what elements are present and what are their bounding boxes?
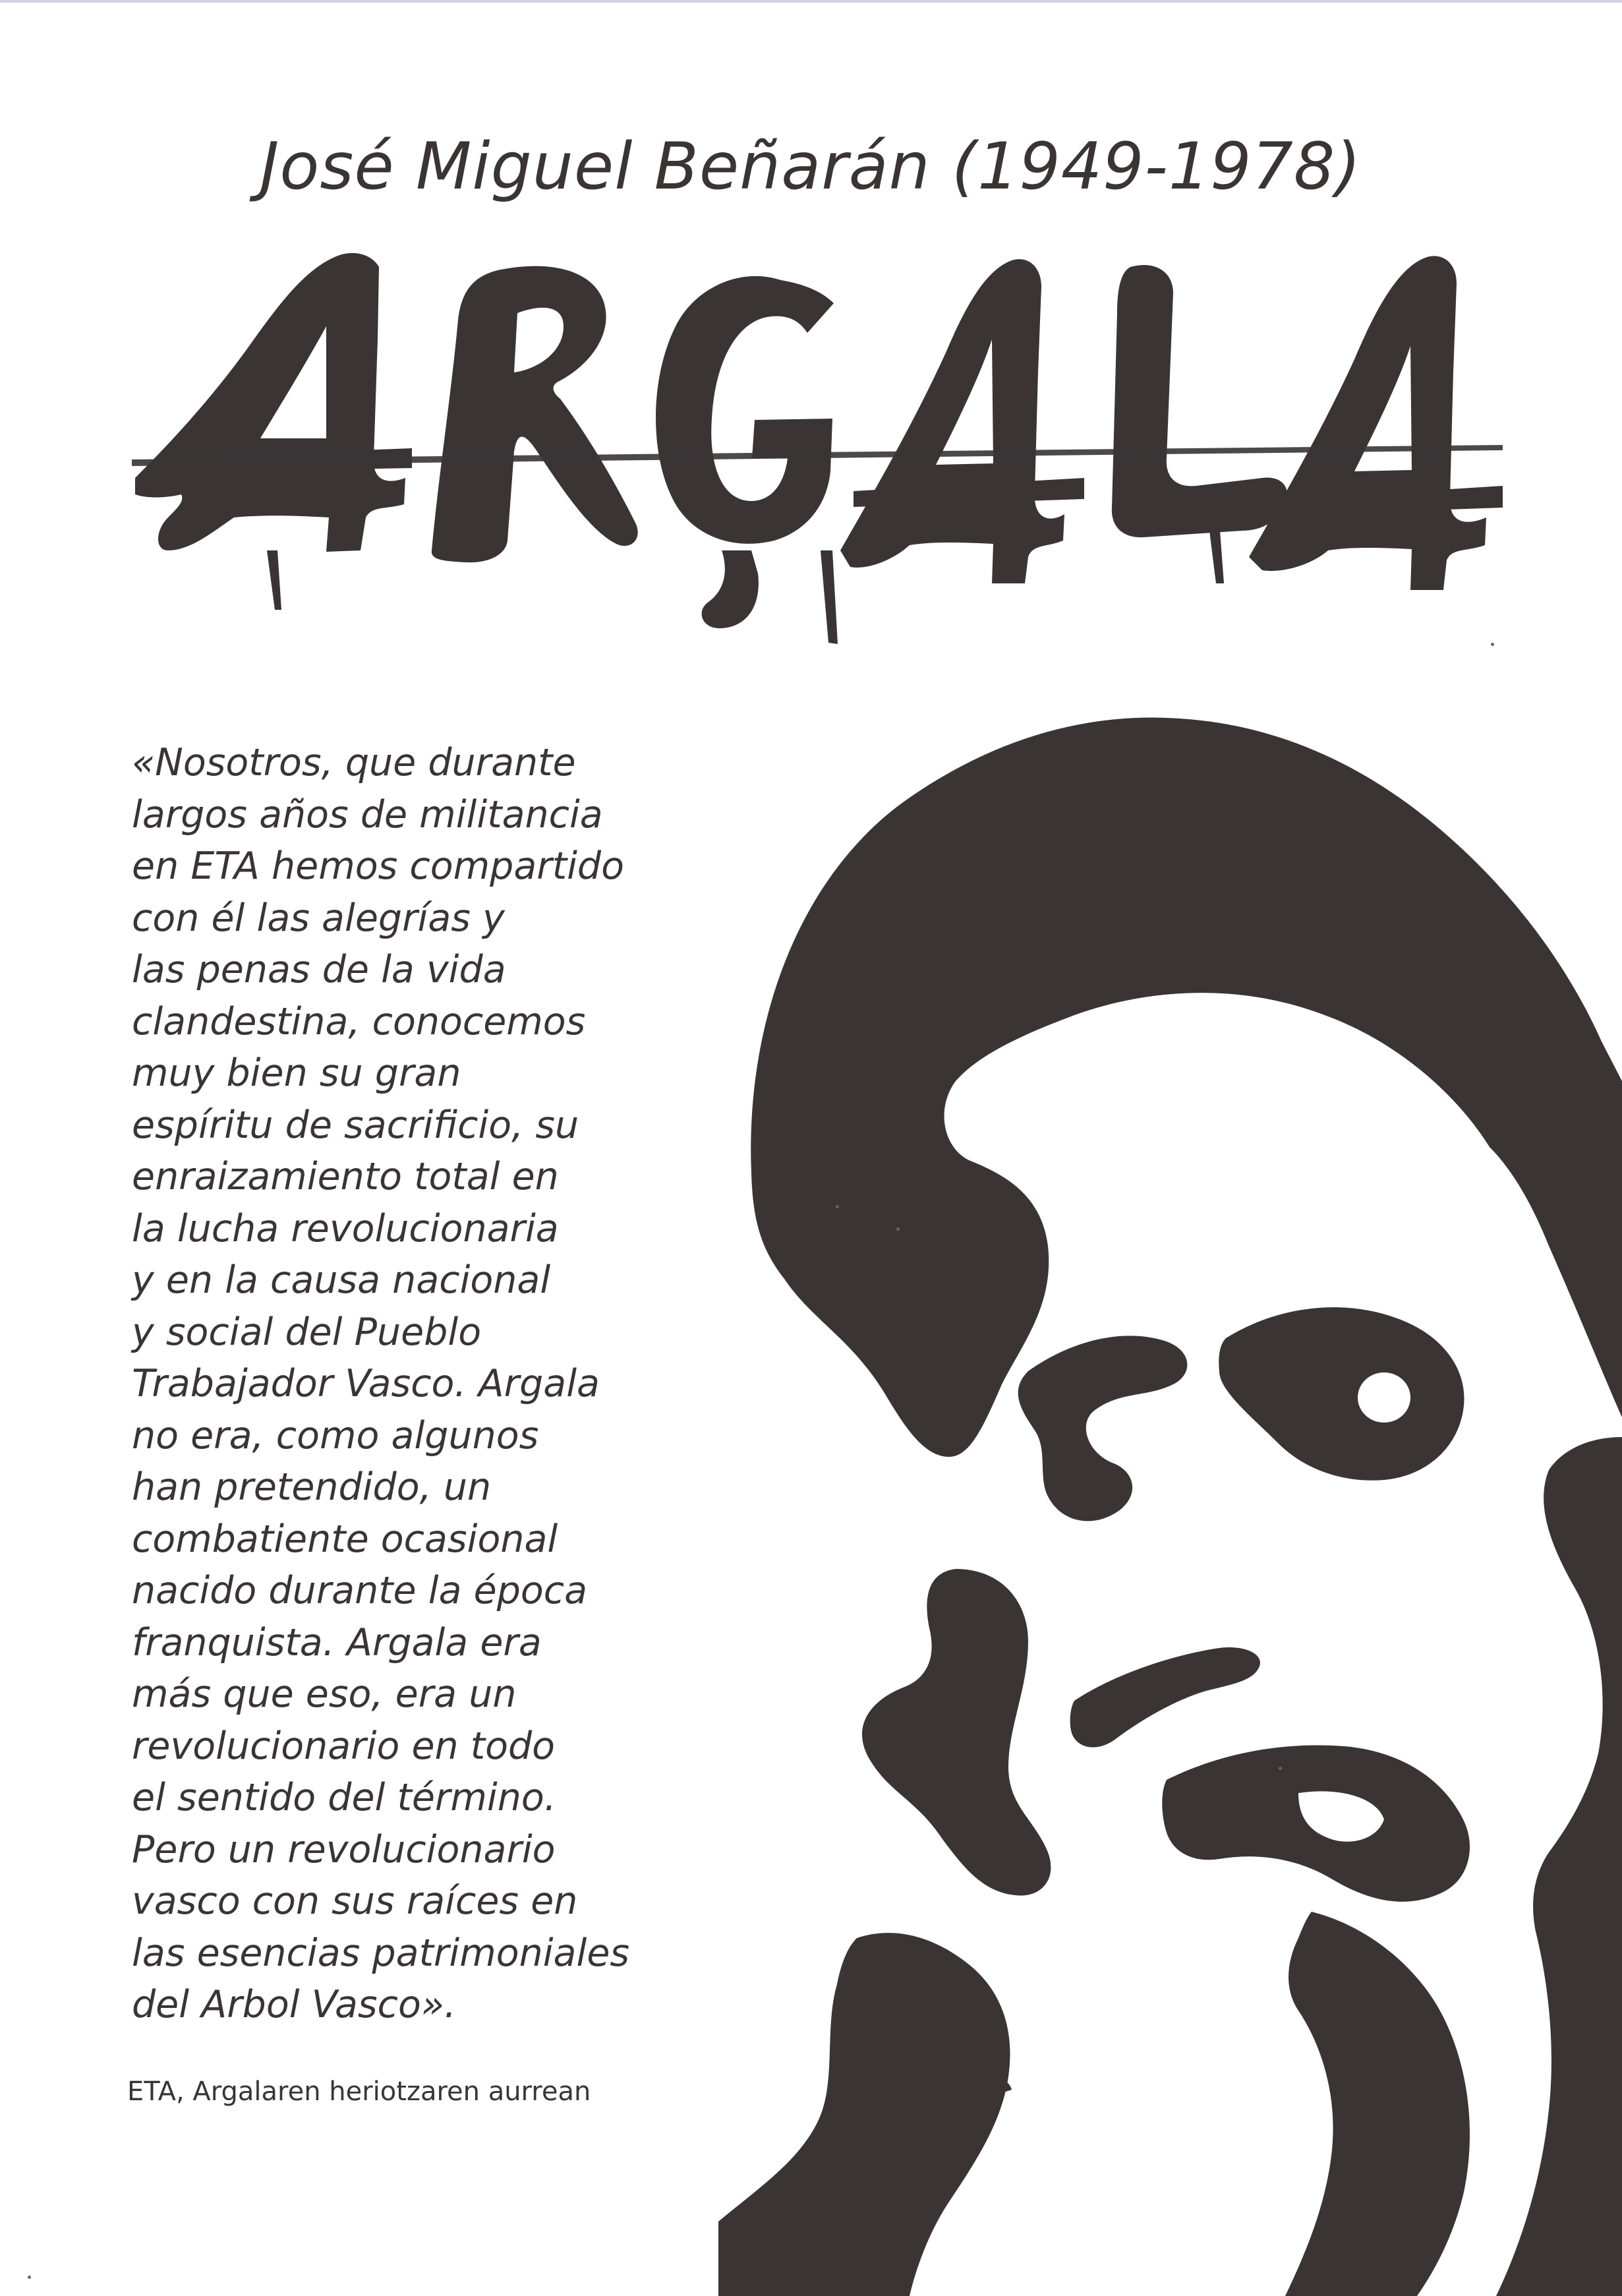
- argala-title-logo: [129, 241, 1506, 662]
- top-edge-line: [0, 0, 1622, 3]
- quote-text: «Nosotros, que durante largos años de militancia en ETA hemos compartido con él las alegrías y las penas de la vida clandestina, conocemos muy bien su gran espíritu de sacrificio, su enraizamiento total en la lucha revolucionaria y en la causa nacional y social del Pueblo Trabajador Vasco. Argala no era, como algunos han pretendido, un combatiente ocasional nacido durante la época franquista. Argala era más que eso, era un revolucionario en todo el sentido del término. Pero un revolucionario vasco con sus raíces en las esencias patrimoniales del Arbol Vasco».: [132, 741, 630, 2026]
- scan-speck: [1279, 1767, 1282, 1770]
- scan-speck: [896, 1227, 900, 1231]
- scan-speck: [1491, 643, 1494, 646]
- scan-speck: [28, 2276, 31, 2279]
- quote-attribution: ETA, Argalaren heriotzaren aurrean: [127, 2076, 591, 2107]
- subtitle-name-dates: José Miguel Beñarán (1949-1978): [260, 129, 1362, 204]
- portrait-silhouette: [718, 672, 1622, 2296]
- scan-speck: [836, 1205, 839, 1208]
